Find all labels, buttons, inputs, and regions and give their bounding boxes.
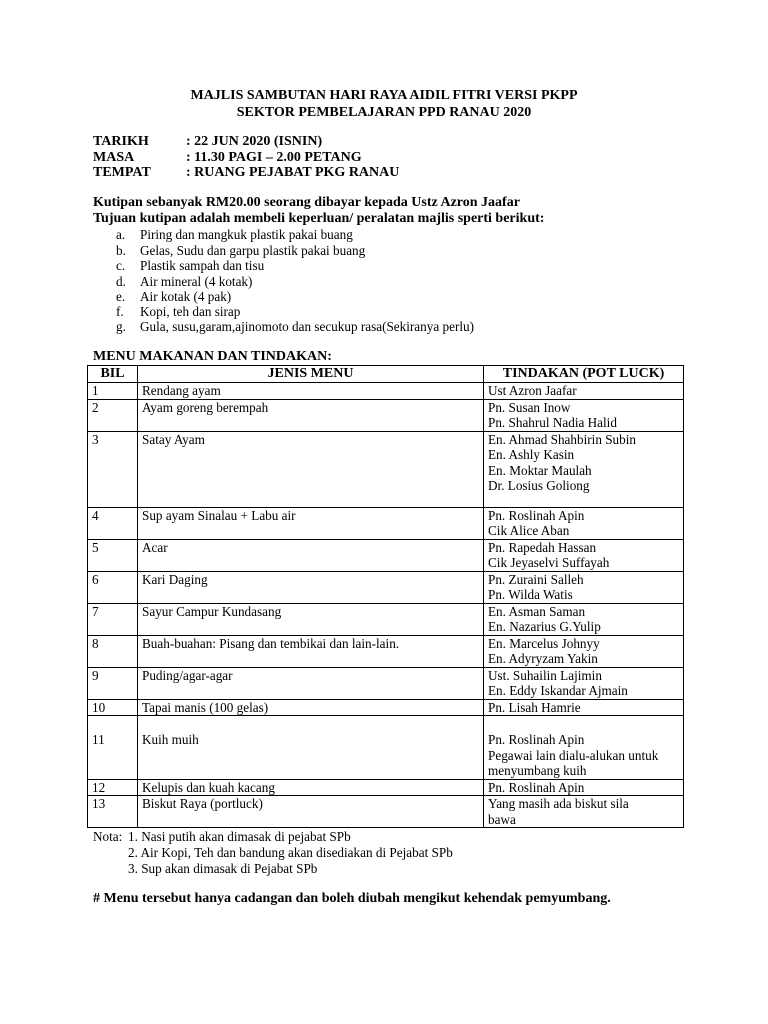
kutipan-item: [116, 289, 231, 304]
tindakan-line: Pn. Rapedah Hassan: [488, 539, 597, 555]
tindakan-line: Cik Jeyaselvi Suffayah: [488, 555, 610, 570]
item-text: Air kotak (4 pak): [140, 289, 232, 304]
tindakan-line: Yang masih ada biskut sila: [488, 796, 629, 811]
menu-row-tindakan: [484, 571, 684, 603]
document-title-line-2: SEKTOR PEMBELAJARAN PPD RANAU 2020: [236, 105, 532, 120]
tindakan-line: Pn. Roslinah Apin: [488, 779, 585, 795]
menu-row-tindakan: [484, 796, 684, 828]
menu-row-bil: 4: [88, 507, 138, 539]
menu-row-jenis: Acar: [138, 539, 484, 571]
menu-row-bil: 9: [88, 667, 138, 699]
item-text: Gelas, Sudu dan garpu plastik pakai buang: [140, 243, 366, 258]
menu-row-jenis: Kelupis dan kuah kacang: [138, 779, 484, 796]
menu-row-tindakan: [484, 716, 684, 780]
tindakan-line: En. Ashly Kasin: [488, 447, 575, 462]
tindakan-line: Pegawai lain dialu-alukan untuk: [488, 747, 659, 763]
menu-row-jenis: Satay Ayam: [138, 431, 484, 507]
kutipan-item: [116, 304, 240, 319]
menu-row-jenis: Sup ayam Sinalau + Labu air: [138, 507, 484, 539]
menu-row-bil: 11: [88, 716, 138, 780]
kutipan-item: [116, 258, 264, 273]
menu-row-tindakan: [484, 699, 684, 716]
menu-row-jenis: Biskut Raya (portluck): [138, 796, 484, 828]
tempat-label: TEMPAT: [93, 165, 151, 180]
tindakan-line: bawa: [488, 811, 516, 827]
tindakan-line: En. Asman Saman: [488, 603, 586, 619]
nota-item: 3. Sup akan dimasak di Pejabat SPb: [128, 861, 318, 876]
menu-row-bil: 8: [88, 635, 138, 667]
kutipan-item: [116, 319, 474, 334]
header-bil: BIL: [88, 366, 138, 383]
tindakan-line: Cik Alice Aban: [488, 523, 570, 538]
header-jenis-menu: JENIS MENU: [138, 366, 484, 383]
nota-item: 1. Nasi putih akan dimasak di pejabat SPb: [128, 829, 351, 844]
tindakan-line: En. Ahmad Shahbirin Subin: [488, 431, 636, 447]
tindakan-line: Pn. Susan Inow: [488, 399, 571, 415]
menu-row-bil: 2: [88, 399, 138, 431]
menu-row-tindakan: [484, 399, 684, 431]
menu-row-bil: 3: [88, 431, 138, 507]
menu-row: [88, 667, 684, 699]
menu-row: [88, 507, 684, 539]
tempat-value: : RUANG PEJABAT PKG RANAU: [186, 165, 400, 180]
kutipan-line-2: Tujuan kutipan adalah membeli keperluan/ peralatan majlis sperti berikut:: [93, 211, 545, 226]
menu-row-bil: 6: [88, 571, 138, 603]
menu-row-tindakan: [484, 635, 684, 667]
menu-row: [88, 539, 684, 571]
tindakan-line: Ust Azron Jaafar: [488, 383, 577, 398]
menu-row-bil: 10: [88, 699, 138, 716]
menu-row: [88, 431, 684, 507]
tindakan-line: En. Moktar Maulah: [488, 462, 592, 478]
tindakan-line: Pn. Wilda Watis: [488, 587, 573, 602]
item-text: Plastik sampah dan tisu: [140, 258, 265, 273]
menu-row-tindakan: [484, 383, 684, 400]
kutipan-item: [116, 274, 252, 289]
tarikh-label: TARIKH: [93, 134, 149, 149]
menu-row-tindakan: [484, 431, 684, 507]
masa-value: : 11.30 PAGI – 2.00 PETANG: [186, 150, 362, 165]
tindakan-line: Pn. Zuraini Salleh: [488, 571, 584, 587]
item-text: Gula, susu,garam,ajinomoto dan secukup rasa(Sekiranya perlu): [140, 319, 474, 334]
menu-row-tindakan: [484, 603, 684, 635]
menu-table: [87, 365, 684, 828]
item-marker: g.: [116, 319, 126, 334]
menu-row-jenis: Ayam goreng berempah: [138, 399, 484, 431]
info-tarikh: [93, 134, 322, 150]
menu-row: [88, 399, 684, 431]
menu-row-bil: 13: [88, 796, 138, 828]
menu-row: [88, 383, 684, 400]
menu-row-jenis: Buah-buahan: Pisang dan tembikai dan lain-lain.: [138, 635, 484, 667]
menu-row-bil: 5: [88, 539, 138, 571]
menu-row-tindakan: [484, 667, 684, 699]
tarikh-value: : 22 JUN 2020 (ISNIN): [186, 134, 323, 149]
menu-row: [88, 571, 684, 603]
tindakan-line: Pn. Roslinah Apin: [488, 507, 585, 523]
menu-row-jenis: Tapai manis (100 gelas): [138, 699, 484, 716]
masa-label: MASA: [93, 150, 135, 165]
header-tindakan: TINDAKAN (POT LUCK): [484, 366, 684, 383]
menu-heading: MENU MAKANAN DAN TINDAKAN:: [93, 349, 332, 364]
menu-row-jenis: Puding/agar-agar: [138, 667, 484, 699]
menu-row: [88, 716, 684, 780]
menu-row: [88, 699, 684, 716]
menu-row: [88, 796, 684, 828]
document-title-line-1: MAJLIS SAMBUTAN HARI RAYA AIDIL FITRI VERSI PKPP: [190, 88, 578, 103]
tindakan-line: En. Nazarius G.Yulip: [488, 619, 601, 634]
item-text: Piring dan mangkuk plastik pakai buang: [140, 227, 353, 242]
item-marker: c.: [116, 258, 126, 273]
footer-note: # Menu tersebut hanya cadangan dan boleh diubah mengikut kehendak pemyumbang.: [93, 891, 611, 906]
menu-row-jenis: Kari Daging: [138, 571, 484, 603]
item-text: Kopi, teh dan sirap: [140, 304, 241, 319]
info-tempat: [93, 165, 399, 181]
kutipan-line-1: Kutipan sebanyak RM20.00 seorang dibayar kepada Ustz Azron Jaafar: [93, 195, 520, 210]
tindakan-line: Pn. Shahrul Nadia Halid: [488, 415, 617, 430]
menu-row-tindakan: [484, 539, 684, 571]
tindakan-line: Ust. Suhailin Lajimin: [488, 667, 602, 683]
menu-row-tindakan: [484, 507, 684, 539]
nota-label: Nota:: [93, 829, 123, 844]
menu-row-bil: 7: [88, 603, 138, 635]
menu-row: [88, 635, 684, 667]
menu-row-bil: 12: [88, 779, 138, 796]
tindakan-line: Pn. Roslinah Apin: [488, 732, 585, 747]
item-marker: a.: [116, 227, 126, 242]
menu-row: [88, 779, 684, 796]
menu-row: [88, 603, 684, 635]
tindakan-line: En. Marcelus Johnyy: [488, 635, 600, 651]
item-marker: d.: [116, 274, 126, 289]
kutipan-item: [116, 227, 353, 242]
menu-row-jenis: Rendang ayam: [138, 383, 484, 400]
tindakan-line: menyumbang kuih: [488, 763, 587, 778]
menu-row-jenis: Kuih muih: [138, 716, 484, 780]
tindakan-line: Pn. Lisah Hamrie: [488, 699, 581, 715]
menu-row-jenis: Sayur Campur Kundasang: [138, 603, 484, 635]
item-marker: f.: [116, 304, 124, 319]
tindakan-line: En. Eddy Iskandar Ajmain: [488, 683, 628, 698]
kutipan-item: [116, 243, 365, 258]
item-text: Air mineral (4 kotak): [140, 274, 253, 289]
tindakan-line: En. Adyryzam Yakin: [488, 651, 598, 666]
item-marker: b.: [116, 243, 126, 258]
info-masa: [93, 150, 362, 166]
menu-table-header-row: [88, 366, 684, 383]
menu-row-bil: 1: [88, 383, 138, 400]
menu-row-tindakan: [484, 779, 684, 796]
item-marker: e.: [116, 289, 126, 304]
tindakan-line: Dr. Losius Goliong: [488, 478, 590, 493]
nota-item: 2. Air Kopi, Teh dan bandung akan disediakan di Pejabat SPb: [128, 845, 453, 860]
